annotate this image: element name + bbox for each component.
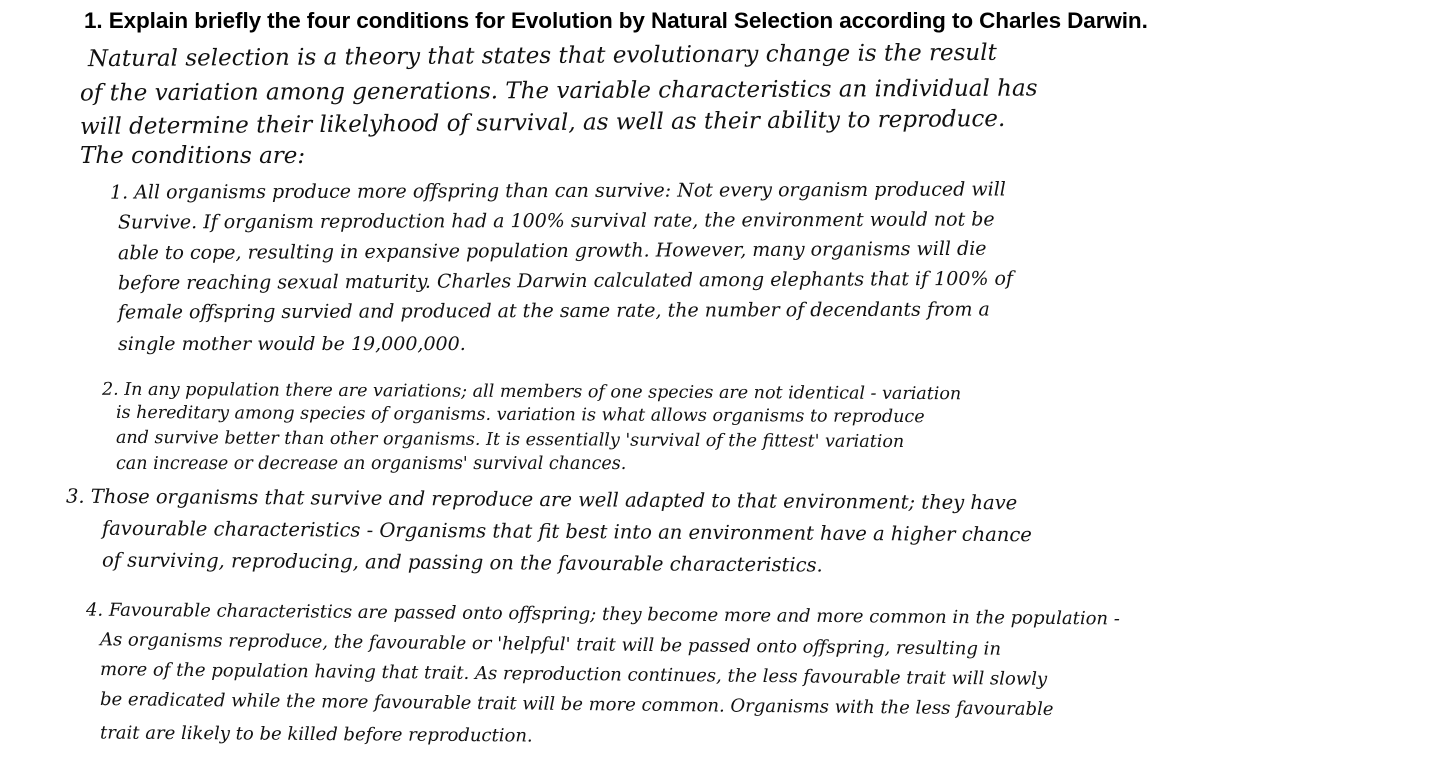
answer-line: 2. In any population there are variations; all members of one species are not identical - variation	[101, 379, 962, 405]
answer-line: favourable characteristics - Organisms that fit best into an environment have a higher chance	[101, 516, 1032, 547]
answer-line: of the variation among generations. The variable characteristics an individual has	[79, 75, 1038, 107]
answer-line: be eradicated while the more favourable trait will be more common. Organisms with the less favourable	[99, 689, 1054, 720]
answer-line: will determine their likelyhood of survival, as well as their ability to reproduce.	[79, 105, 1006, 141]
answer-line: 3. Those organisms that survive and reproduce are well adapted to that environment; they have	[65, 484, 1018, 515]
answer-line: 1. All organisms produce more offspring than can survive: Not every organism produced will	[109, 178, 1006, 204]
answer-line: As organisms reproduce, the favourable or 'helpful' trait will be passed onto offspring, resulting in	[99, 629, 1002, 660]
answer-line: of surviving, reproducing, and passing on the favourable characteristics.	[101, 548, 823, 577]
answer-line: Survive. If organism reproduction had a 100% survival rate, the environment would not be	[117, 208, 995, 234]
answer-line: more of the population having that trait. As reproduction continues, the less favourable trait will slowly	[99, 659, 1048, 690]
answer-line: and survive better than other organisms. It is essentially 'survival of the fittest' variation	[115, 427, 905, 453]
answer-line: able to cope, resulting in expansive population growth. However, many organisms will die	[117, 237, 987, 265]
answer-line: female offspring survied and produced at the same rate, the number of decendants from a	[117, 298, 990, 324]
answer-line: before reaching sexual maturity. Charles Darwin calculated among elephants that if 100% of	[117, 267, 1014, 295]
answer-line: is hereditary among species of organisms. variation is what allows organisms to reproduce	[115, 402, 925, 428]
answer-line: The conditions are:	[80, 143, 306, 169]
question-heading: 1. Explain briefly the four conditions for Evolution by Natural Selection according to Charles Darwin.	[84, 8, 1148, 33]
answer-line: can increase or decrease an organisms' survival chances.	[116, 454, 627, 474]
answer-line: Natural selection is a theory that states that evolutionary change is the result	[87, 39, 997, 73]
answer-line: trait are likely to be killed before reproduction.	[99, 722, 533, 747]
answer-line: single mother would be 19,000,000.	[118, 333, 466, 355]
answer-line: 4. Favourable characteristics are passed onto offspring; they become more and more common in the population -	[85, 599, 1120, 630]
